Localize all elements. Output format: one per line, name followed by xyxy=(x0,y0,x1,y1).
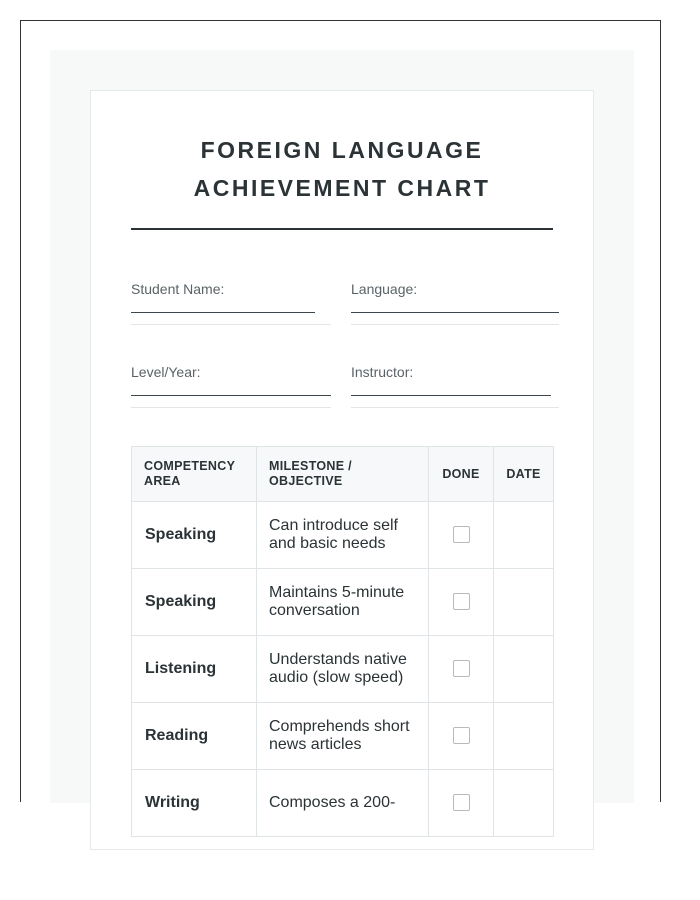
milestone-cell: Comprehends short news articles xyxy=(257,703,429,770)
done-cell xyxy=(429,703,494,770)
student-name-label: Student Name: xyxy=(131,281,225,297)
date-cell[interactable] xyxy=(494,636,554,703)
title-line-2: ACHIEVEMENT CHART xyxy=(193,175,491,201)
date-cell[interactable] xyxy=(494,770,554,837)
student-name-divider xyxy=(131,324,331,325)
date-cell[interactable] xyxy=(494,502,554,569)
done-cell xyxy=(429,502,494,569)
milestone-cell: Can introduce self and basic needs xyxy=(257,502,429,569)
competency-area-cell: Speaking xyxy=(132,502,257,569)
done-checkbox[interactable] xyxy=(453,727,470,744)
table-row xyxy=(132,502,554,569)
table-row xyxy=(132,770,554,837)
title-divider xyxy=(131,228,553,230)
competency-area-cell: Speaking xyxy=(132,569,257,636)
level-year-label: Level/Year: xyxy=(131,364,201,380)
done-checkbox[interactable] xyxy=(453,526,470,543)
table-row xyxy=(132,703,554,770)
done-checkbox[interactable] xyxy=(453,593,470,610)
milestone-cell: Understands native audio (slow speed) xyxy=(257,636,429,703)
header-milestone: MILESTONE / OBJECTIVE xyxy=(257,447,429,502)
instructor-divider xyxy=(351,407,559,408)
worksheet xyxy=(90,90,594,850)
competency-area-cell: Reading xyxy=(132,703,257,770)
level-year-input-line[interactable] xyxy=(131,395,331,396)
language-divider xyxy=(351,324,559,325)
student-name-input-line[interactable] xyxy=(131,312,315,313)
competency-area-cell: Listening xyxy=(132,636,257,703)
title-line-1: FOREIGN LANGUAGE xyxy=(200,137,484,163)
done-cell xyxy=(429,636,494,703)
achievement-table xyxy=(131,446,554,837)
competency-area-cell: Writing xyxy=(132,770,257,837)
language-label: Language: xyxy=(351,281,418,297)
header-date: DATE xyxy=(494,447,554,502)
milestone-cell: Maintains 5-minute conversation xyxy=(257,569,429,636)
date-cell[interactable] xyxy=(494,569,554,636)
table-header-row xyxy=(132,447,554,502)
date-cell[interactable] xyxy=(494,703,554,770)
milestone-cell: Composes a 200- xyxy=(257,770,429,837)
page-frame xyxy=(20,20,661,811)
table-row xyxy=(132,636,554,703)
table-row xyxy=(132,569,554,636)
header-competency-area: COMPETENCY AREA xyxy=(132,447,257,502)
done-checkbox[interactable] xyxy=(453,794,470,811)
document-title xyxy=(91,131,593,207)
instructor-label: Instructor: xyxy=(351,364,414,380)
done-cell xyxy=(429,770,494,837)
level-year-divider xyxy=(131,407,331,408)
instructor-input-line[interactable] xyxy=(351,395,551,396)
language-input-line[interactable] xyxy=(351,312,559,313)
page-backdrop xyxy=(50,50,634,811)
header-done: DONE xyxy=(429,447,494,502)
done-checkbox[interactable] xyxy=(453,660,470,677)
done-cell xyxy=(429,569,494,636)
